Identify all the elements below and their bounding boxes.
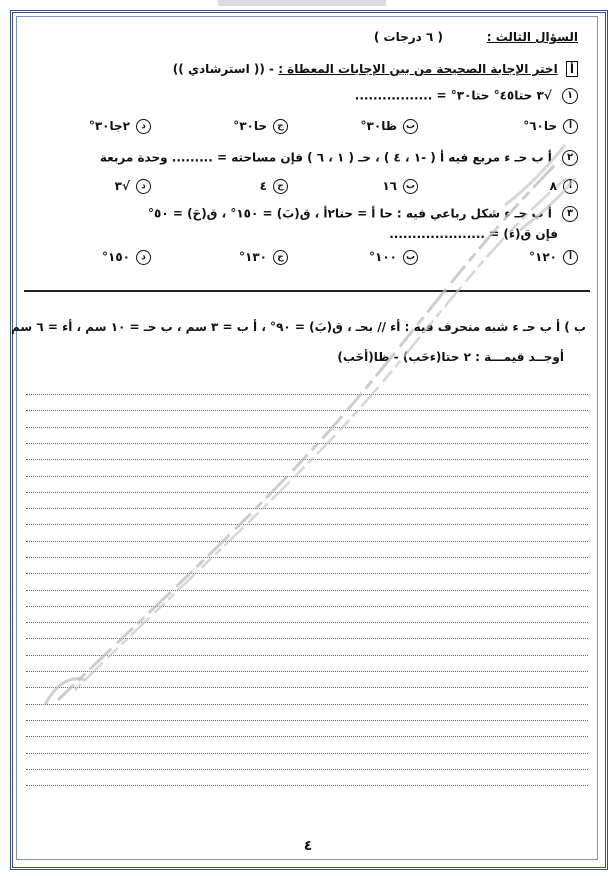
answer-line[interactable] — [26, 753, 588, 754]
option-letter: ب — [403, 119, 418, 134]
option-letter: ج — [273, 250, 288, 265]
answer-line[interactable] — [26, 394, 588, 395]
page-border-inner — [16, 16, 598, 860]
question-grade: ( ٦ درجات ) — [373, 30, 443, 44]
option-text: ٢جا٣٠° — [88, 119, 130, 133]
option-a[interactable] — [529, 250, 578, 265]
answer-line[interactable] — [26, 573, 588, 574]
answer-line[interactable] — [26, 785, 588, 786]
answer-line[interactable] — [26, 638, 588, 639]
option-b[interactable] — [369, 250, 418, 265]
answer-line[interactable] — [26, 541, 588, 542]
option-text: ١٠٠° — [369, 250, 397, 264]
question-3 — [148, 206, 578, 222]
option-letter: د — [136, 179, 151, 194]
answer-line[interactable] — [26, 769, 588, 770]
question-text: √٣ حتا٤٥° حتا٣٠° = ................. — [354, 88, 552, 103]
option-letter: ب — [403, 179, 418, 194]
answer-line[interactable] — [26, 655, 588, 656]
option-text: ١٥٠° — [102, 250, 130, 264]
question-title: السؤال الثالث : — [486, 30, 578, 44]
option-d[interactable] — [115, 179, 151, 194]
answer-line[interactable] — [26, 410, 588, 411]
answer-line[interactable] — [26, 508, 588, 509]
answer-line[interactable] — [26, 671, 588, 672]
option-letter: أ — [563, 250, 578, 265]
answer-line[interactable] — [26, 687, 588, 688]
page-number: ٤ — [303, 838, 313, 854]
option-c[interactable] — [233, 119, 288, 134]
answer-line[interactable] — [26, 720, 588, 721]
section-divider — [24, 290, 590, 292]
option-d[interactable] — [102, 250, 151, 265]
option-text: ٤ — [259, 179, 267, 193]
question-text: أ ب حـ ء مربع فيه أ ( -١ ، ٤ ) ، حـ ( ١ ، ٦ ) فإن مساحته = ......... وحدة مربعة — [99, 150, 552, 165]
option-text: √٣ — [114, 179, 130, 193]
answer-line[interactable] — [26, 524, 588, 525]
question-3-continuation: فإن ق(ءَ) = ..................... — [389, 227, 558, 241]
answer-line[interactable] — [26, 606, 588, 607]
option-b[interactable] — [382, 179, 418, 194]
option-letter: ج — [273, 119, 288, 134]
option-text: ١٣٠° — [239, 250, 267, 264]
section-a-instruction: اختر الإجابة الصحيحة من بين الإجابات المعطاة : — [278, 62, 558, 76]
question-1 — [355, 88, 578, 104]
question-number: ٢ — [562, 150, 578, 166]
option-text: حا٦٠° — [523, 119, 557, 133]
question-number: ٣ — [562, 206, 578, 222]
answer-line[interactable] — [26, 492, 588, 493]
option-b[interactable] — [361, 119, 418, 134]
option-text: ١٦ — [382, 179, 397, 193]
answer-line[interactable] — [26, 459, 588, 460]
option-letter: أ — [563, 119, 578, 134]
option-letter: ج — [273, 179, 288, 194]
option-letter: د — [136, 119, 151, 134]
option-text: حا٣٠° — [233, 119, 267, 133]
question-number: ١ — [562, 88, 578, 104]
option-text: ١٢٠° — [529, 250, 557, 264]
answer-line[interactable] — [26, 590, 588, 591]
answer-line[interactable] — [26, 704, 588, 705]
option-c[interactable] — [260, 179, 288, 194]
section-b-task: أوجــد قيمـــة : ٢ حتا(ءحَب) - ظا(أحَب) — [337, 350, 564, 364]
answer-line[interactable] — [26, 476, 588, 477]
section-a-letter: أ — [566, 61, 578, 77]
section-a-heading — [173, 62, 578, 76]
option-letter: ب — [403, 250, 418, 265]
option-a[interactable] — [550, 179, 578, 194]
option-letter: د — [136, 250, 151, 265]
section-a-note: - (( استرشادي )) — [172, 62, 274, 76]
top-bar — [218, 0, 386, 6]
answer-line[interactable] — [26, 557, 588, 558]
question-text: أ ب حـ ء شكل رباعي فيه : حا أ = حتا٢أ ، ق(بَ) = ١٥٠° ، ق(حَ) = ٥٠° — [148, 206, 552, 221]
answer-line[interactable] — [26, 622, 588, 623]
answer-line[interactable] — [26, 736, 588, 737]
section-b-problem: ب ) أ ب حـ ء شبه منحرف فيه : أء // بحـ ، ق(بَ) = ٩٠° ، أ ب = ٣ سم ، ب حـ = ١٠ سم ، أء = ٦ سم — [11, 320, 586, 334]
option-text: ظا٣٠° — [360, 119, 397, 133]
answer-line[interactable] — [26, 427, 588, 428]
option-text: ٨ — [549, 179, 557, 193]
answer-line[interactable] — [26, 443, 588, 444]
option-d[interactable] — [89, 119, 151, 134]
option-c[interactable] — [239, 250, 288, 265]
option-letter: أ — [563, 179, 578, 194]
question-2 — [100, 150, 578, 166]
option-a[interactable] — [523, 119, 578, 134]
